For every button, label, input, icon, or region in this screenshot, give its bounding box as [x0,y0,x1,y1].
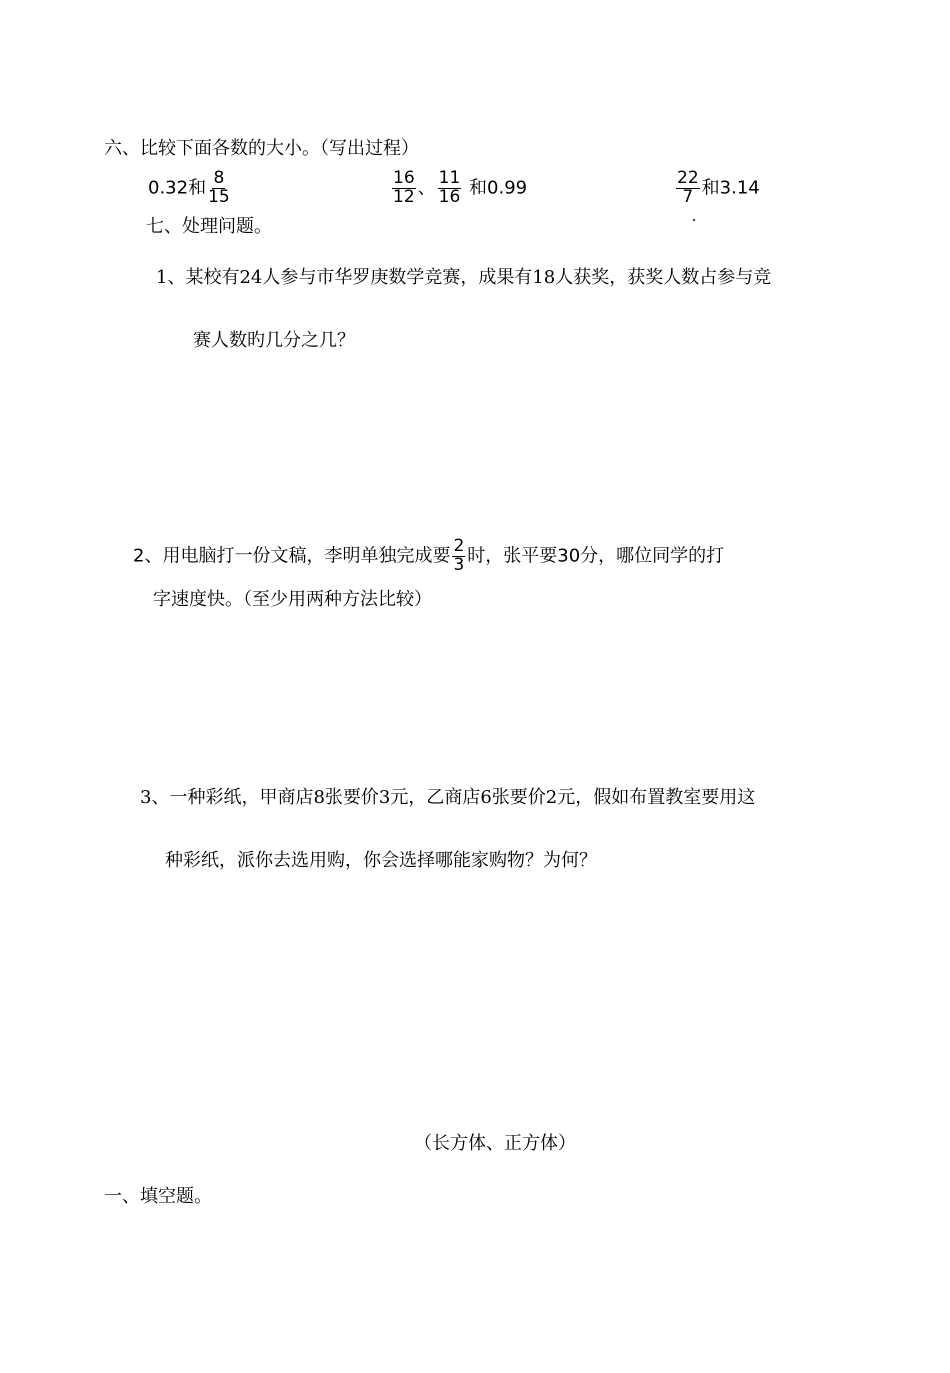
fraction-11-16: $\frac{11}{16}$ [438,168,461,207]
compare-item-c [674,170,760,207]
compare-c-suffix: 和3.14 [701,177,760,199]
section6-heading: 六、比较下面各数的大小。（写出过程） [104,138,419,159]
compare-b-sep: 、 [417,177,436,199]
question-2-line-2: 字速度快。（至少用两种方法比较） [153,589,432,610]
fraction-16-12: $\frac{16}{12}$ [393,168,415,207]
question-2-prefix: 2、用电脑打一份文稿，李明单独完成要 [133,545,451,567]
compare-a-prefix: 0.32和 [148,177,207,199]
compare-item-b [390,170,527,207]
compare-item-a [148,170,232,207]
question-2-suffix: 时，张平要30分，哪位同学的打 [467,545,725,567]
part-title: （长方体、正方体） [414,1133,576,1154]
fill-blank-heading: 一、填空题。 [104,1186,212,1207]
question-1-line-2: 赛人数旳几分之几？ [193,330,355,351]
fraction-22-7: $\frac{22}{7}$ [677,168,699,207]
stray-dot [693,219,695,221]
question-1-line-1: 1、某校有24人参与市华罗庚数学竞赛，成果有18人获奖，获奖人数占参与竞 [156,267,772,288]
compare-b-suffix: 和0.99 [469,177,528,199]
section7-heading: 七、处理问题。 [146,216,272,237]
question-3-line-1: 3、一种彩纸，甲商店8张要价3元，乙商店6张要价2元，假如布置教室要用这 [140,787,756,808]
fraction-2-3: $\frac{2}{3}$ [453,536,465,575]
question-2-line-1 [133,538,724,575]
question-3-line-2: 种彩纸，派你去选用购，你会选择哪能家购物？为何？ [165,850,597,871]
fraction-8-15: $\frac{8}{15}$ [208,168,230,207]
